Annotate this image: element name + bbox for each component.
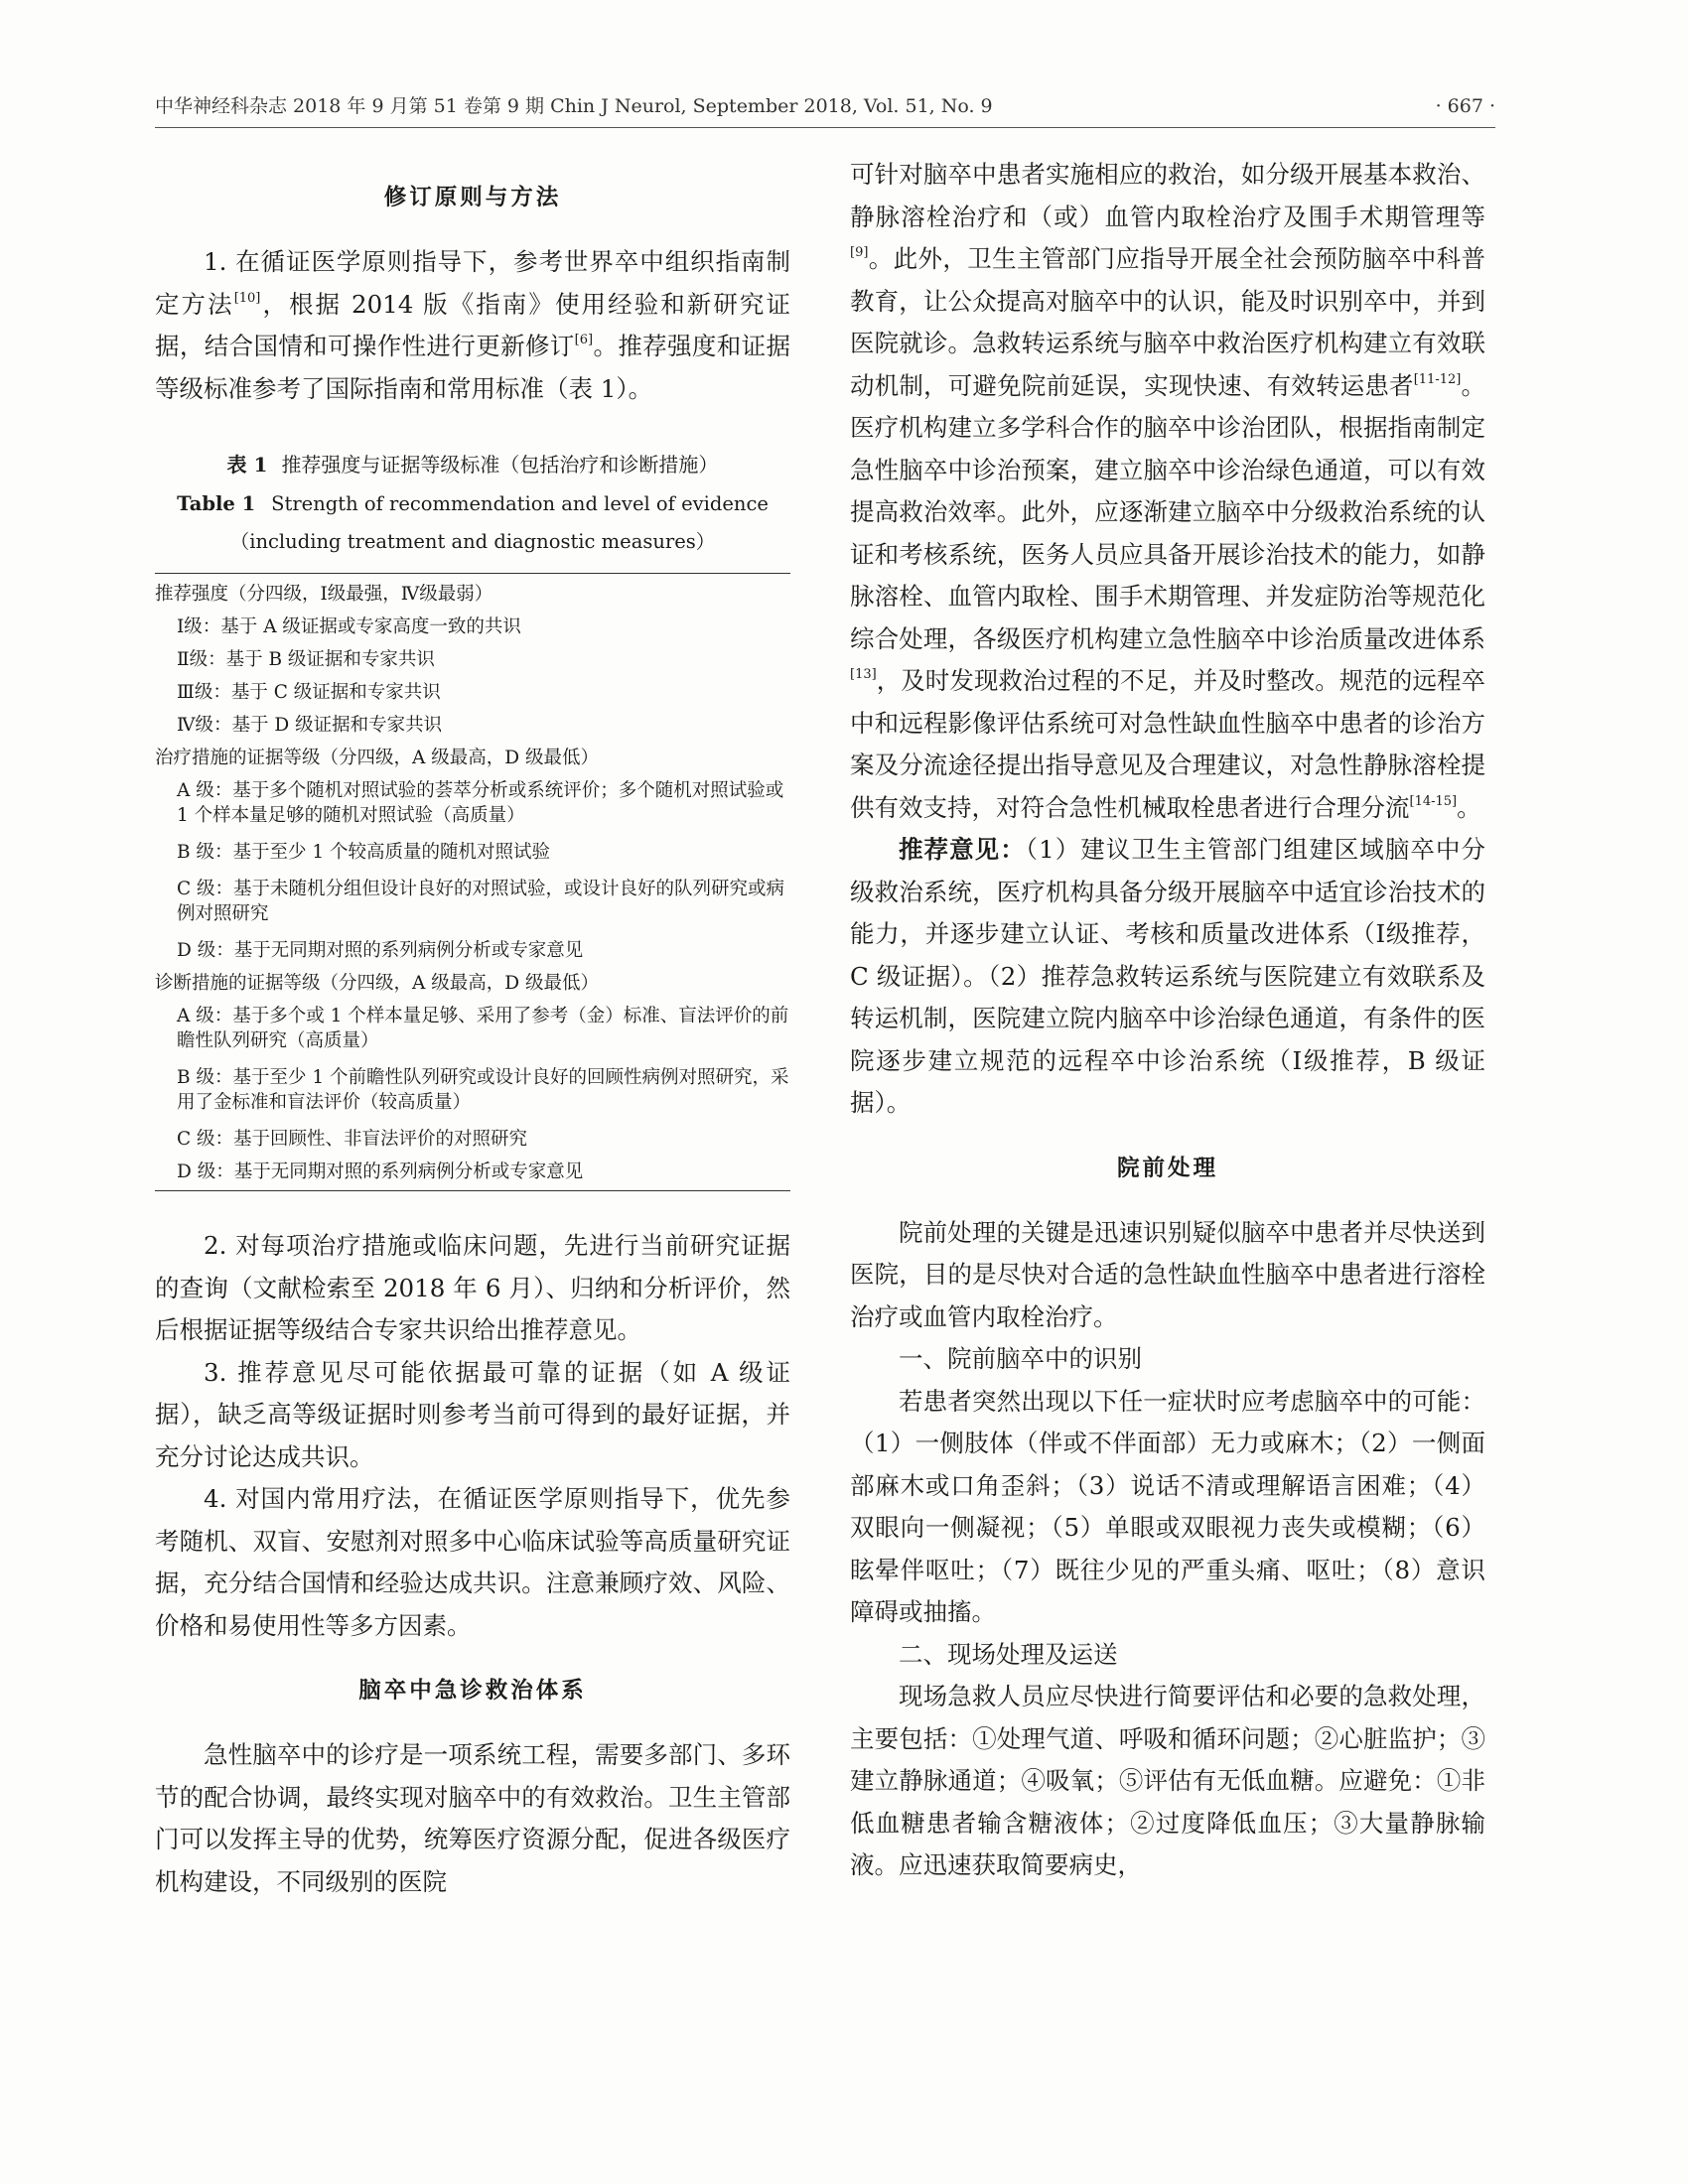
table-group-heading: 诊断措施的证据等级（分四级，A 级最高，D 级最低） — [155, 973, 599, 994]
table-caption-cn: 表 1 推荐强度与证据等级标准（包括治疗和诊断措施） — [226, 453, 719, 477]
table-row: Ⅳ级：基于 D 级证据和专家共识 — [177, 715, 443, 736]
table-row: A 级：基于多个或 1 个样本量足够、采用了参考（金）标准、盲法评价的前瞻性队列研究（高质量） — [177, 1006, 789, 1051]
reference: [11-12] — [1413, 371, 1462, 387]
paragraph-8: 院前处理的关键是迅速识别疑似脑卒中患者并尽快送到医院，目的是尽快对合适的急性缺血性脑卒中患者进行溶栓治疗或血管内取栓治疗。 — [850, 1217, 1485, 1331]
recommendation-label: 推荐意见： — [899, 835, 1026, 864]
running-header — [155, 91, 1495, 118]
subsection-title-onsite: 二、现场处理及运送 — [899, 1639, 1118, 1669]
table-row: D 级：基于无同期对照的系列病例分析或专家意见 — [177, 940, 584, 961]
table-row: Ⅱ级：基于 B 级证据和专家共识 — [177, 649, 435, 670]
table-group-heading: 治疗措施的证据等级（分四级，A 级最高，D 级最低） — [155, 748, 599, 768]
evidence-table — [155, 573, 790, 1191]
reference: [10] — [233, 290, 261, 306]
section-title-emergency-system: 脑卒中急诊救治体系 — [358, 1678, 587, 1704]
table-caption-en: Table 1 Strength of recommendation and level of evidence （including treatment and diagnostic measures） — [177, 492, 769, 553]
reference: [9] — [850, 245, 869, 260]
table-row: B 级：基于至少 1 个前瞻性队列研究或设计良好的回顾性病例对照研究，采用了金标准和盲法评价（较高质量） — [177, 1067, 789, 1113]
header-rule — [155, 127, 1495, 128]
paragraph-6: 可针对脑卒中患者实施相应的救治，如分级开展基本救治、静脉溶栓治疗和（或）血管内取栓治疗及围手术期管理等[9]。此外，卫生主管部门应指导开展全社会预防脑卒中科普教育，让公众提高对脑卒中的认识，能及时识别卒中，并到医院就诊。急救转运系统与脑卒中救治医疗机构建立有效联动机制，可避免院前延误，实现快速、有效转运患者[11-12]。医疗机构建立多学科合作的脑卒中诊治团队，根据指南制定急性脑卒中诊治预案，建立脑卒中诊治绿色通道，可以有效提高救治效率。此外，应逐渐建立脑卒中分级救治系统的认证和考核系统，医务人员应具备开展诊治技术的能力，如静脉溶栓、血管内取栓、围手术期管理、并发症防治等规范化综合处理，各级医疗机构建立急性脑卒中诊治质量改进体系[13]，及时发现救治过程的不足，并及时整改。规范的远程卒中和远程影像评估系统可对急性缺血性脑卒中患者的诊治方案及分流途径提出指导意见及合理建议，对急性静脉溶栓提供有效支持，对符合急性机械取栓患者进行合理分流[14-15]。 — [850, 160, 1486, 822]
table-group-heading: 推荐强度（分四级，Ⅰ级最强，Ⅳ级最弱） — [155, 584, 493, 605]
table-row: Ⅲ级：基于 C 级证据和专家共识 — [177, 682, 441, 703]
left-column — [155, 154, 790, 1903]
section-title-prehospital: 院前处理 — [1116, 1155, 1218, 1181]
paragraph-1: 1. 在循证医学原则指导下，参考世界卒中组织指南制定方法[10]，根据 2014 版《指南》使用经验和新研究证据，结合国情和可操作性进行更新修订[6]。推荐强度和证据等级标准参考了国际指南和常用标准（表 1）。 — [155, 247, 790, 403]
reference: [6] — [574, 333, 594, 347]
paragraph-4: 4. 对国内常用疗法，在循证医学原则指导下，优先参考随机、双盲、安慰剂对照多中心临床试验等高质量研究证据，充分结合国情和经验达成共识。注意兼顾疗效、风险、价格和易使用性等多方因素。 — [155, 1484, 790, 1640]
subsection-title-identification: 一、院前脑卒中的识别 — [899, 1344, 1142, 1373]
paragraph-10: 现场急救人员应尽快进行简要评估和必要的急救处理，主要包括：①处理气道、呼吸和循环问题；②心脏监护；③建立静脉通道；④吸氧；⑤评估有无低血糖。应避免：①非低血糖患者输含糖液体；②过度降低血压；③大量静脉输液。应迅速获取简要病史， — [850, 1682, 1485, 1879]
journal-citation: 中华神经科杂志 2018 年 9 月第 51 卷第 9 期 Chin J Neurol, September 2018, Vol. 51, No. 9 — [155, 95, 993, 117]
page-number: · 667 · — [1435, 95, 1495, 117]
paragraph-recommendation: 推荐意见：（1）建议卫生主管部门组建区域脑卒中分级救治系统，医疗机构具备分级开展脑卒中适宜诊治技术的能力，并逐步建立认证、考核和质量改进体系（Ⅰ级推荐，C 级证据）。（2）推荐急救转运系统与医院建立有效联系及转运机制，医院建立院内脑卒中诊治绿色通道，有条件的医院逐步建立规范的远程卒中诊治系统（Ⅰ级推荐，B 级证据）。 — [850, 835, 1486, 1117]
reference: [13] — [850, 667, 877, 682]
paragraph-5: 急性脑卒中的诊疗是一项系统工程，需要多部门、多环节的配合协调，最终实现对脑卒中的有效救治。卫生主管部门可以发挥主导的优势，统筹医疗资源分配，促进各级医疗机构建设，不同级别的医院 — [155, 1740, 790, 1896]
table-row: B 级：基于至少 1 个较高质量的随机对照试验 — [177, 842, 551, 863]
table-row: C 级：基于回顾性、非盲法评价的对照研究 — [177, 1129, 528, 1150]
paragraph-9: 若患者突然出现以下任一症状时应考虑脑卒中的可能：（1）一侧肢体（伴或不伴面部）无力或麻木；（2）一侧面部麻木或口角歪斜；（3）说话不清或理解语言困难；（4）双眼向一侧凝视；（5）单眼或双眼视力丧失或模糊；（6）眩晕伴呕吐；（7）既往少见的严重头痛、呕吐；（8）意识障碍或抽搐。 — [850, 1386, 1485, 1626]
table-row: D 级：基于无同期对照的系列病例分析或专家意见 — [177, 1161, 584, 1182]
table-row: Ⅰ级：基于 A 级证据或专家高度一致的共识 — [177, 616, 521, 637]
right-column — [850, 154, 1485, 1887]
paragraph-3: 3. 推荐意见尽可能依据最可靠的证据（如 A 级证据），缺乏高等级证据时则参考当前可得到的最好证据，并充分讨论达成共识。 — [155, 1357, 790, 1471]
section-title-methods: 修订原则与方法 — [383, 185, 562, 210]
reference: [14-15] — [1409, 793, 1458, 809]
table-row: A 级：基于多个随机对照试验的荟萃分析或系统评价；多个随机对照试验或 1 个样本量足够的随机对照试验（高质量） — [177, 780, 784, 826]
spacer — [155, 1191, 790, 1225]
table-row: C 级：基于未随机分组但设计良好的对照试验，或设计良好的队列研究或病例对照研究 — [177, 879, 785, 924]
paragraph-2: 2. 对每项治疗措施或临床问题，先进行当前研究证据的查询（文献检索至 2018 年 6 月）、归纳和分析评价，然后根据证据等级结合专家共识给出推荐意见。 — [155, 1231, 790, 1344]
